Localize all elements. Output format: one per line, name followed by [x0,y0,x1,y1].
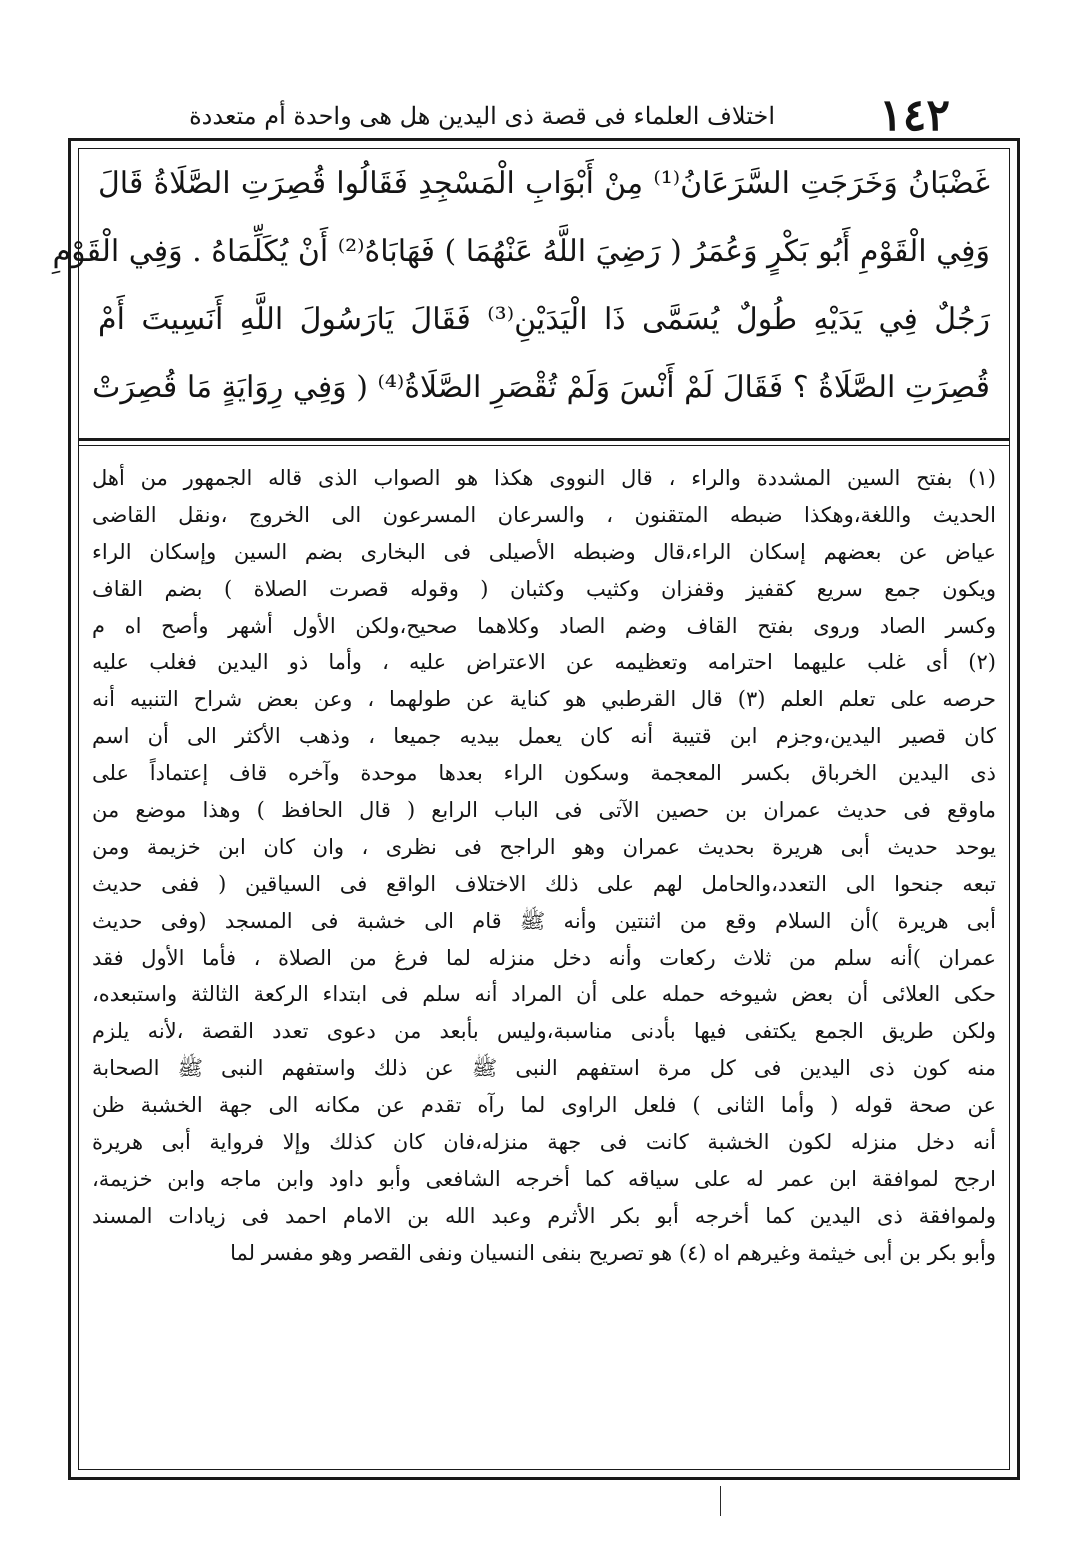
footnote-line: الحديث واللغة،وهكذا ضبطه المتقنون ، والسرعان المسرعون الى الخروج ،ونقل القاضى [92,502,996,527]
footnote-line: وكسر الصاد وروى بفتح القاف وضم الصاد وكلاهما صحيح،ولكن الأول أشهر وأصح اه م [92,613,996,638]
hadith-text [52,150,990,422]
text-footnote-separator [78,438,1010,446]
footnote-line: (٢) أى غلب عليهما احترامه وتعظيمه عن الاعتراض عليه ، وأما ذو اليدين فغلب عليه [92,650,996,675]
footnote-line: ولكن طريق الجمع يكتفى فيها بأدنى مناسبة،وليس بأبعد من دعوى تعدد القصة ،لأنه يلزم [92,1019,996,1044]
text-line: غَضْبَانُ وَخَرَجَتِ السَّرَعَانُ⁽¹⁾ مِنْ أَبْوَابِ الْمَسْجِدِ فَقَالُوا قُصِرَتِ الصَّلَاةُ قَالَ [98,166,990,201]
footnote-line: ويكون جمع سريع كقفيز وقفزان وكثيب وكثبان ( وقوله قصرت الصلاة ) بضم القاف [92,576,996,601]
footnote-line: ولموافقة ذى اليدين كما أخرجه أبو بكر الأثرم وعبد الله بن الامام احمد فى زيادات المسند [92,1203,996,1228]
text-line: رَجُلٌ فِي يَدَيْهِ طُولٌ يُسَمَّى ذَا الْيَدَيْنِ⁽³⁾ فَقَالَ يَارَسُولَ اللَّهِ أَنَسِيتَ أَمْ [98,302,990,337]
footnote-line: عياض عن بعضهم إسكان الراء،قال وضبطه الأصيلى فى البخارى بضم السين وإسكان الراء [92,539,996,564]
footnotes [92,460,996,1272]
footnote-line: أبى هريرة )أن السلام وقع من اثنتين وأنه ﷺ قام الى خشبة فى المسجد (وفى حديث [92,908,996,933]
footnote-line: وأبو بكر بن أبى خيثمة وغيرهم اه (٤) هو تصريح بنفى النسيان ونفى القصر وهو مفسر لما [230,1240,996,1265]
page-header [150,88,950,144]
footnote-line: ذى اليدين الخرباق بكسر المعجمة وسكون الراء بعدها موحدة وآخره قاف إعتماداً على [92,761,996,786]
footnote-line: حكى العلائى أن بعض شيوخه حمله على أن المراد أنه سلم فى ابتداء الركعة الثالثة واستبعده، [92,982,996,1007]
footnote-line: كان قصير اليدين،وجزم ابن قتيبة أنه كان يعمل بيديه جميعا ، وذهب الأكثر الى أن اسم [92,724,996,749]
footnote-line: عن صحة قوله ( وأما الثانى ) فلعل الراوى لما رآه تقدم عن مكانه الى جهة الخشبة ظن [92,1093,996,1118]
footnote-line: (١) بفتح السين المشددة والراء ، قال النووى هكذا هو الصواب الذى قاله الجمهور من أهل [92,466,996,490]
footnote-line: تبعه جنحوا الى التعدد،والحامل لهم على ذلك الاختلاف الواقع فى السياقين ( ففى حديث [92,871,996,896]
text-line: قُصِرَتِ الصَّلَاةُ ؟ فَقَالَ لَمْ أَنْسَ وَلَمْ تُقْصَرِ الصَّلَاةُ⁽⁴⁾ ( وَفِي رِوَايَةٍ مَا قُصِرَتْ [92,370,990,405]
margin-mark [720,1486,721,1516]
footnote-line: ارجح لموافقة ابن عمر له على سياقه كما أخرجه الشافعى وأبو داود وابن ماجه وابن خزيمة، [92,1166,996,1191]
text-line: وَفِي الْقَوْمِ أَبُو بَكْرٍ وَعُمَرُ ( رَضِيَ اللَّهُ عَنْهُمَا ) فَهَابَاهُ⁽²⁾ أَنْ يُكَلِّمَاهُ . وَفِي الْقَوْمِ [52,234,990,269]
footnote-line: أنه دخل منزله لكون الخشبة كانت فى جهة منزله،فان كان كذلك وإلا فرواية أبى هريرة [92,1130,996,1155]
footnote-line: منه كون ذى اليدين فى كل مرة استفهم النبى ﷺ عن ذلك واستفهم النبى ﷺ الصحابة [92,1056,996,1081]
footnote-line: عمران )أنه سلم من ثلاث ركعات وأنه دخل منزله لما فرغ من الصلاة ، فأما الأول فقد [92,945,996,970]
footnote-line: يوحد حديث أبى هريرة بحديث عمران وهو الراجح فى نظرى ، وان كان ابن خزيمة ومن [92,834,996,859]
page-number: ١٤٢ [879,90,950,141]
footnote-line: ماوقع فى حديث عمران بن حصين الآتى فى الباب الرابع ( قال الحافظ ) وهذا موضع من [92,798,996,823]
footnote-line: حرصه على تعلم العلم (٣) قال القرطبي هو كناية عن طولهما ، وعن بعض شراح التنبيه أنه [92,687,996,712]
running-title: اختلاف العلماء فى قصة ذى اليدين هل هى واحدة أم متعددة [189,102,775,130]
